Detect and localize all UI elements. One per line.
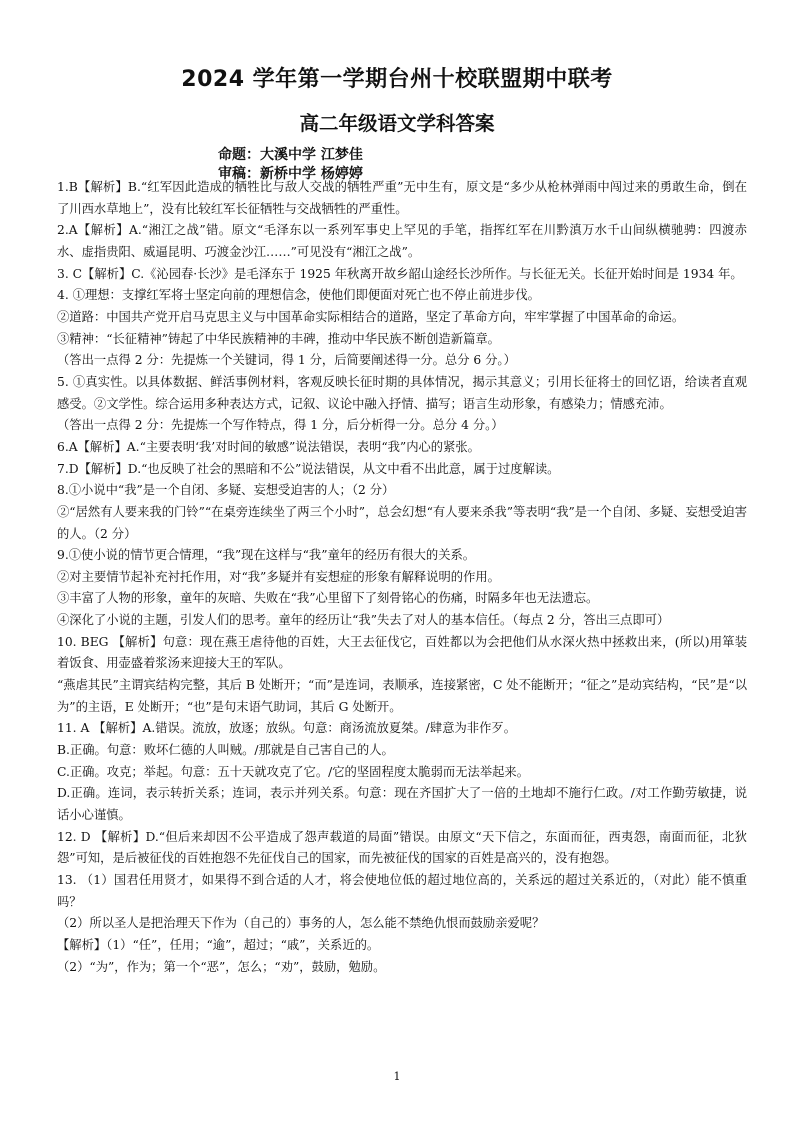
- paragraph: 5. ①真实性。以具体数据、鲜活事例材料，客观反映长征时期的具体情况，揭示其意义；引用长征将士的回忆语，给读者直观感受。②文学性。综合运用多种表达方式，记叙、议论中融入抒情、描写；语言生动形象，有感染力；情感充沛。: [57, 374, 747, 411]
- paragraph: 10. BEG 【解析】句意：现在燕王虐待他的百姓，大王去征伐它，百姓都以为会把他们从水深火热中拯救出来，(所以)用箪装着饭食、用壶盛着浆汤来迎接大王的军队。: [57, 634, 747, 671]
- answer-body: [57, 177, 747, 978]
- paragraph: 3. C【解析】C.《沁园春·长沙》是毛泽东于 1925 年秋离开故乡韶山途经长沙所作。与长征无关。长征开始时间是 1934 年。: [57, 266, 743, 281]
- paragraph: 2.A【解析】A.“湘江之战”错。原文“毛泽东以一系列军事史上罕见的手笔，指挥红军在川黔滇万水千山间纵横驰骋：四渡赤水、虚指贵阳、威逼昆明、巧渡金沙江……”可见没有“湘江之战”。: [57, 223, 747, 259]
- paragraph: B.正确。句意：败坏仁德的人叫贼。/那就是自己害自己的人。: [57, 743, 394, 758]
- paragraph: 13. （1）国君任用贤才，如果得不到合适的人才，将会使地位低的超过地位高的，关系远的超过关系近的，（对此）能不慎重吗？: [57, 873, 747, 909]
- page-number: 1: [393, 1070, 401, 1083]
- document-subtitle: 高二年级语文学科答案: [299, 112, 495, 135]
- paragraph: 8.①小说中“我”是一个自闭、多疑、妄想受迫害的人；（2 分）: [57, 483, 395, 498]
- paragraph: C.正确。攻克；举起。句意：五十天就攻克了它。/它的坚固程度太脆弱而无法举起来。: [57, 764, 530, 779]
- paragraph: ③精神：“长征精神”铸起了中华民族精神的丰碑，推动中华民族不断创造新篇章。: [57, 331, 500, 346]
- paragraph: ④深化了小说的主题，引发人们的思考。童年的经历让“我”失去了对人的基本信任。（每点 2 分，答出三点即可）: [57, 613, 670, 628]
- author-line-2: 审稿：新桥中学 杨婷婷: [218, 166, 363, 182]
- paragraph: ②道路：中国共产党开启马克思主义与中国革命实际相结合的道路，坚定了革命方向，牢牢掌握了中国革命的命运。: [57, 309, 685, 324]
- paragraph: D.正确。连词，表示转折关系；连词，表示并列关系。句意：现在齐国扩大了一倍的土地却不施行仁政。/对工作勤劳敏捷，说话小心谨慎。: [57, 786, 747, 823]
- paragraph: 4. ①理想：支撑红军将士坚定向前的理想信念，使他们即便面对死亡也不停止前进步伐。: [57, 288, 540, 303]
- paragraph: ②“居然有人要来我的门铃”“在桌旁连续坐了两三个小时”，总会幻想“有人要来杀我”等表明“我”是一个自闭、多疑、妄想受迫害的人。（2 分）: [57, 504, 747, 541]
- paragraph: 11. A 【解析】A.错误。流放，放逐；放纵。句意：商汤流放夏桀。/肆意为非作歹。: [57, 721, 516, 736]
- document-title: 2024 学年第一学期台州十校联盟期中联考: [181, 67, 613, 92]
- author-line-1: 命题：大溪中学 江梦佳: [218, 147, 363, 163]
- paragraph: “燕虐其民”主谓宾结构完整，其后 B 处断开；“而”是连词，表顺承，连接紧密，C 处不能断开；“征之”是动宾结构，“民”是“以为”的主语，E 处断开；“也”是句末语气助词，其后 G 处断开。: [57, 678, 747, 714]
- paragraph: 9.①使小说的情节更合情理，“我”现在这样与“我”童年的经历有很大的关系。: [57, 548, 476, 563]
- paragraph: 12. D 【解析】D.“但后来却因不公平造成了怨声载道的局面”错误。由原文“天下信之，东面而征，西夷怨，南面而征，北狄怨”可知，是后被征伐的百姓抱怨不先征伐自己的国家，而先被征伐的国家的百姓是高兴的，没有抱怨。: [57, 829, 747, 866]
- paragraph: 7.D【解析】D.“也反映了社会的黑暗和不公”说法错误，从文中看不出此意，属于过度解读。: [57, 461, 560, 476]
- paragraph: 【解析】（1）“任”，任用；“逾”，超过；“戚”，关系近的。: [57, 937, 380, 952]
- paragraph: （2）“为”，作为；第一个“恶”，怎么；“劝”，鼓励，勉励。: [57, 959, 386, 974]
- paragraph: 1.B【解析】B.“红军因此造成的牺牲比与敌人交战的牺牲严重”无中生有，原文是“多少从枪林弹雨中闯过来的勇敢生命，倒在了川西水草地上”，没有比较红军长征牺牲与交战牺牲的严重性。: [57, 180, 747, 216]
- paragraph: （答出一点得 2 分：先提炼一个写作特点，得 1 分，后分析得一分。总分 4 分。）: [57, 418, 504, 433]
- paragraph: （2）所以圣人是把治理天下作为（自己的）事务的人，怎么能不禁绝仇恨而鼓励亲爱呢？: [57, 916, 545, 931]
- paragraph: ③丰富了人物的形象，童年的灰暗、失败在“我”心里留下了刻骨铭心的伤痛，时隔多年也无法遗忘。: [57, 591, 599, 606]
- paragraph: ②对主要情节起补充衬托作用，对“我”多疑并有妄想症的形象有解释说明的作用。: [57, 569, 500, 584]
- paragraph: 6.A【解析】A.“主要表明‘我’对时间的敏感”说法错误，表明“我”内心的紧张。: [57, 439, 480, 454]
- paragraph: （答出一点得 2 分：先提炼一个关键词，得 1 分，后简要阐述得一分。总分 6 分。）: [57, 353, 516, 368]
